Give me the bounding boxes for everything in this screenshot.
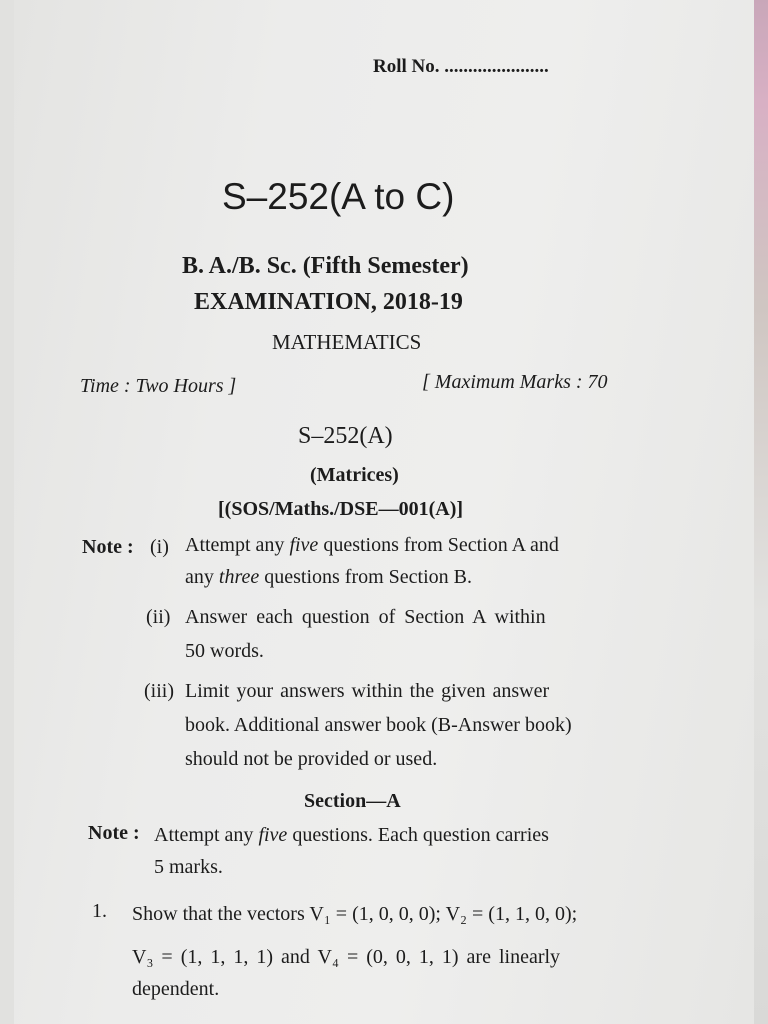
course-title: B. A./B. Sc. (Fifth Semester) bbox=[182, 253, 469, 279]
sub-paper-code: S–252(A) bbox=[298, 423, 393, 449]
section-note-text: Attempt any five questions. Each question carries bbox=[154, 824, 549, 846]
note-item-text: Answer each question of Section A within bbox=[185, 606, 546, 628]
question-text: Show that the vectors V₁ = (1, 0, 0, 0); V₂ = (1, 1, 0, 0); bbox=[132, 903, 578, 925]
note-item-number: (iii) bbox=[144, 680, 174, 702]
section-heading: Section—A bbox=[304, 790, 401, 812]
note-item-text: any three questions from Section B. bbox=[185, 566, 473, 588]
time-label: Time : Two Hours ] bbox=[80, 375, 237, 397]
roll-number-field: Roll No. ...................... bbox=[373, 56, 549, 77]
question-text: dependent. bbox=[132, 978, 220, 1000]
note-label: Note : bbox=[82, 536, 134, 558]
sub-paper-title: (Matrices) bbox=[310, 464, 399, 486]
note-item-text: 50 words. bbox=[185, 640, 264, 662]
note-item-text: Attempt any five questions from Section A and bbox=[185, 534, 559, 556]
question-number: 1. bbox=[92, 900, 107, 922]
page-right-edge bbox=[754, 0, 768, 1024]
paper-code: S–252(A to C) bbox=[222, 176, 455, 217]
note-item-number: (ii) bbox=[146, 606, 171, 628]
section-note-label: Note : bbox=[88, 822, 140, 844]
note-item-text: should not be provided or used. bbox=[185, 748, 438, 770]
exam-paper bbox=[14, 0, 754, 1024]
page-left-edge bbox=[0, 0, 14, 1024]
note-item-text: book. Additional answer book (B-Answer book) bbox=[185, 714, 572, 736]
sub-paper-reference: [(SOS/Maths./DSE—001(A)] bbox=[218, 498, 464, 520]
question-text: V₃ = (1, 1, 1, 1) and V₄ = (0, 0, 1, 1) are linearly bbox=[132, 946, 561, 968]
note-item-number: (i) bbox=[150, 536, 169, 558]
exam-title: EXAMINATION, 2018-19 bbox=[194, 289, 463, 315]
max-marks-label: [ Maximum Marks : 70 bbox=[422, 371, 608, 393]
note-item-text: Limit your answers within the given answer bbox=[185, 680, 550, 702]
section-note-text: 5 marks. bbox=[154, 856, 223, 878]
subject-title: MATHEMATICS bbox=[272, 330, 422, 354]
